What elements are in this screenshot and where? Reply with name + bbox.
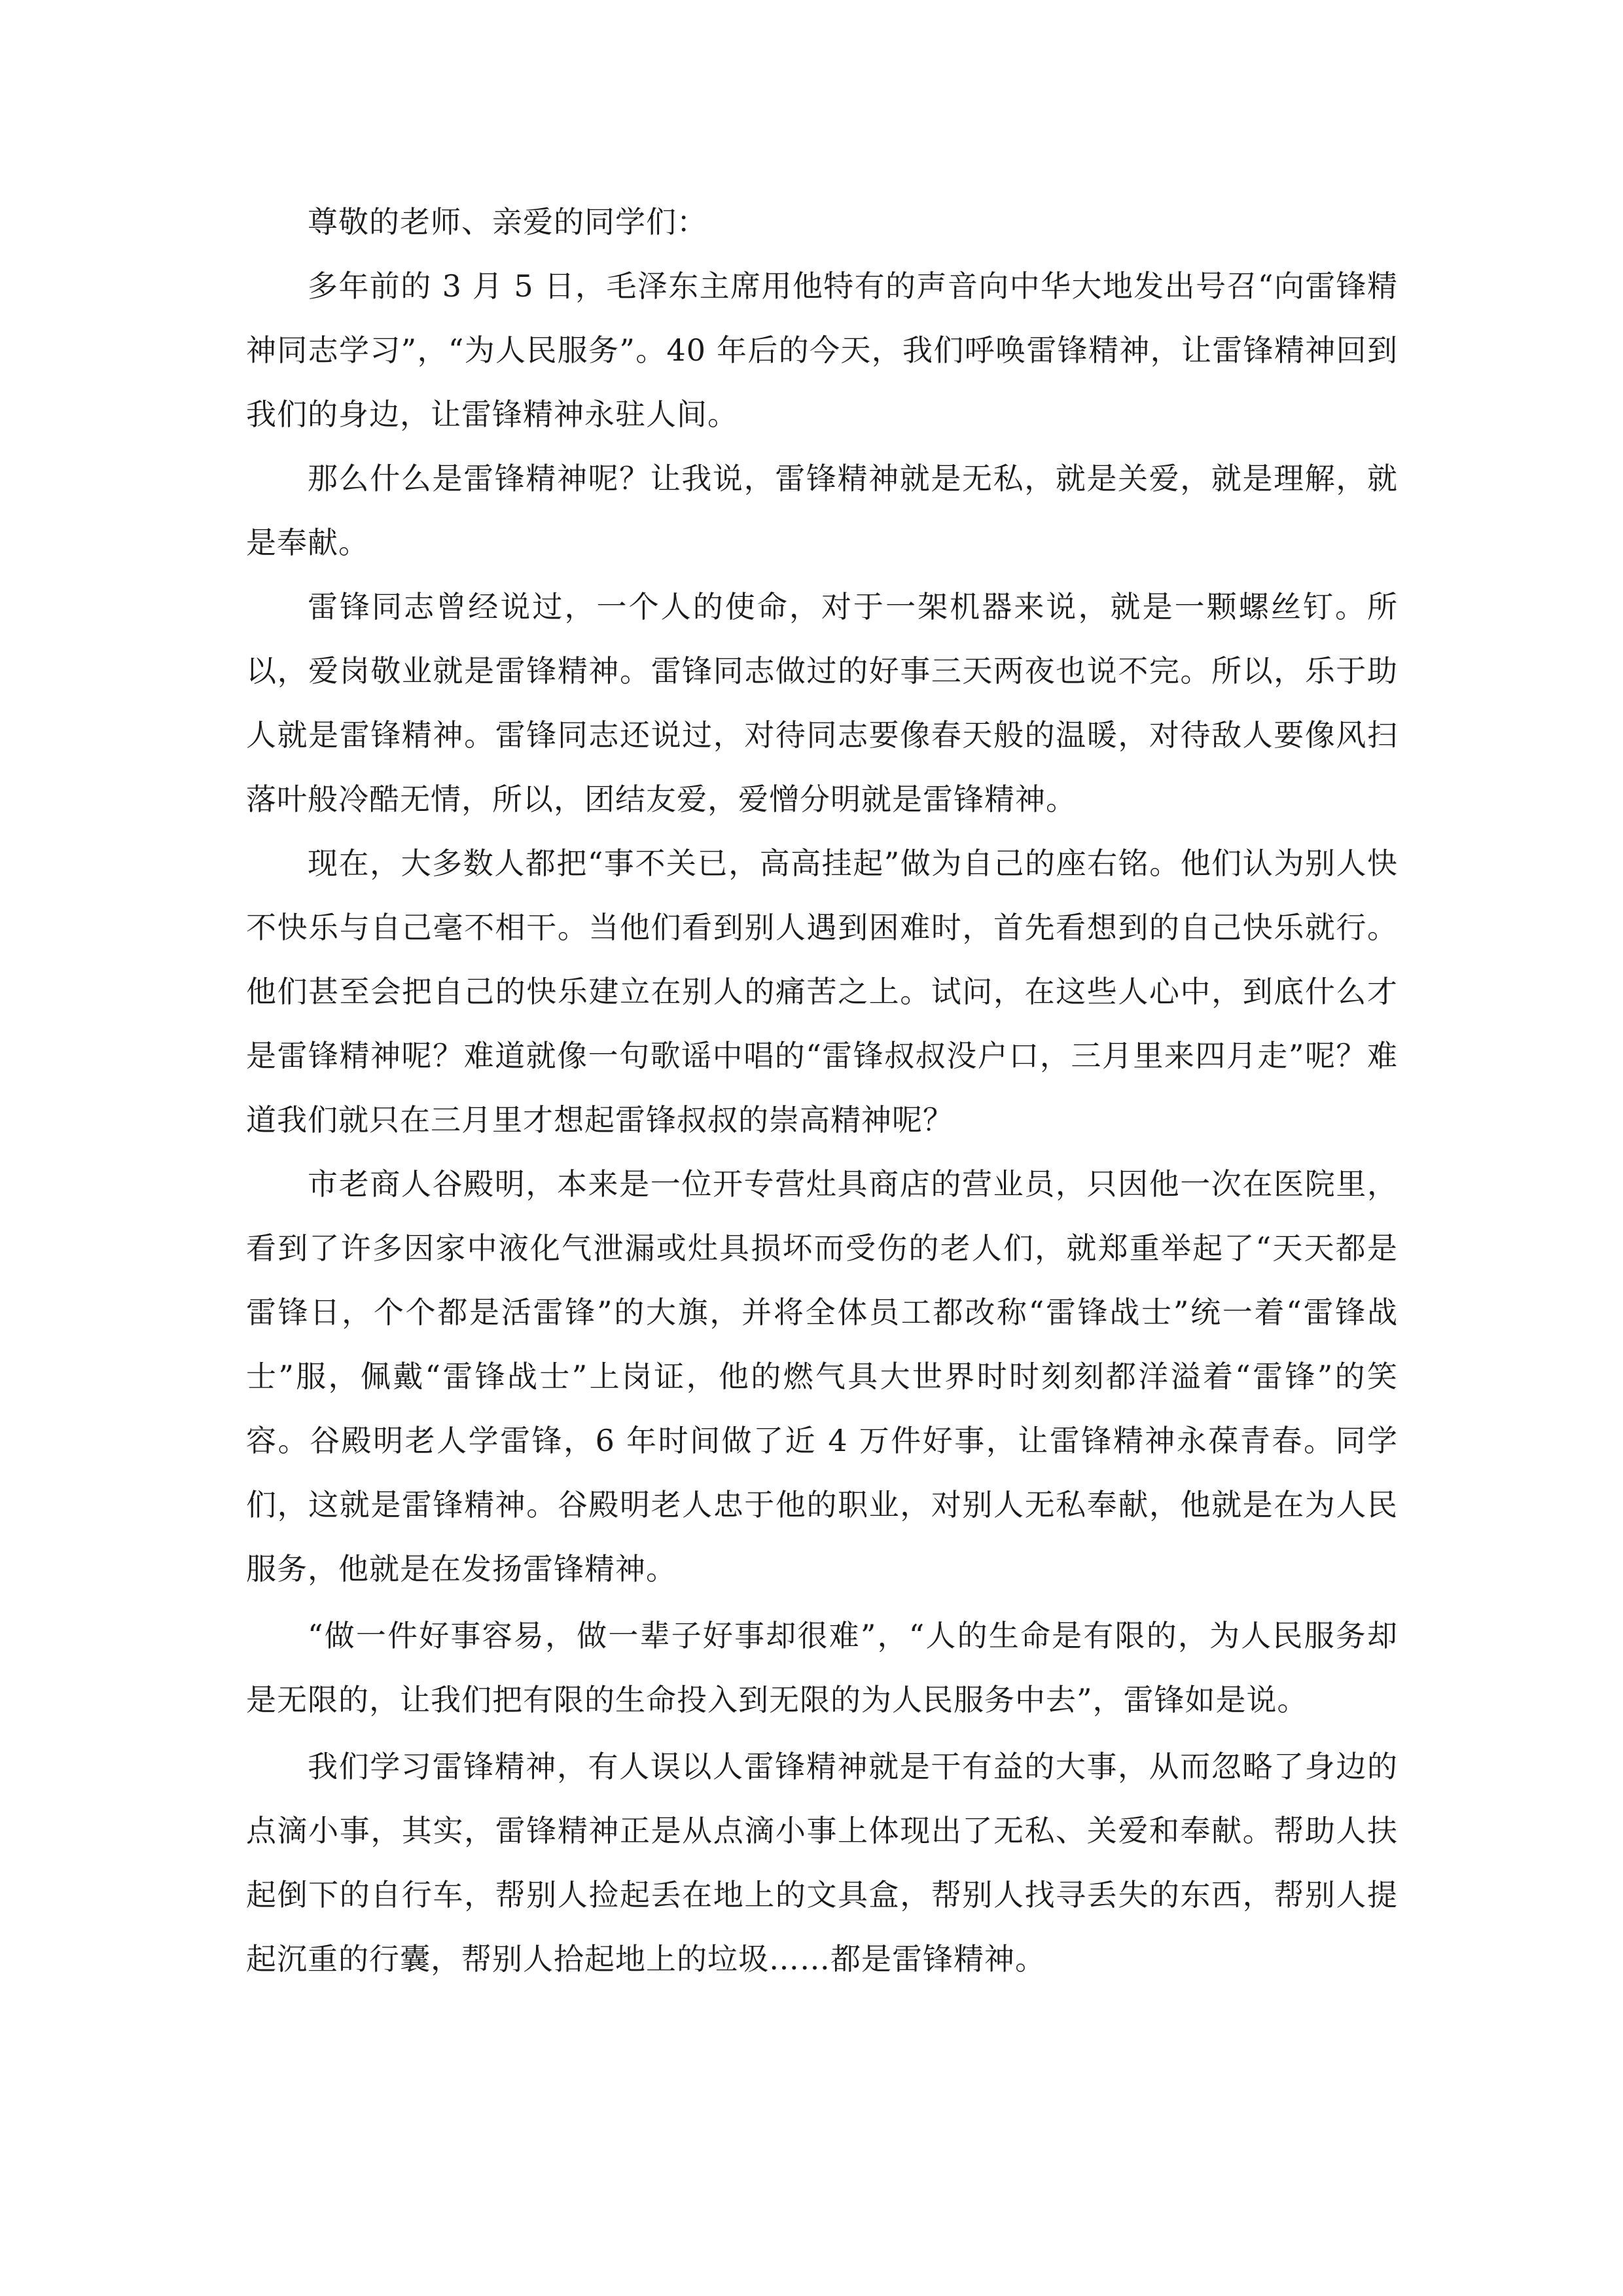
speech-body — [246, 190, 1398, 1991]
paragraph-call-to-learn: 多年前的 3 月 5 日，毛泽东主席用他特有的声音向中华大地发出号召“向雷锋精神同志学习”，“为人民服务”。40 年后的今天，我们呼唤雷锋精神，让雷锋精神回到我们的身边，让雷锋精神永驻人间。 — [246, 268, 1398, 432]
paragraph-definition: 那么什么是雷锋精神呢？让我说，雷锋精神就是无私，就是关爱，就是理解，就是奉献。 — [246, 461, 1398, 560]
paragraph-gu-dianming-example: 市老商人谷殿明，本来是一位开专营灶具商店的营业员，只因他一次在医院里，看到了许多因家中液化气泄漏或灶具损坏而受伤的老人们，就郑重举起了“天天都是雷锋日，个个都是活雷锋”的大旗，并将全体员工都改称“雷锋战士”统一着“雷锋战士”服，佩戴“雷锋战士”上岗证，他的燃气具大世界时时刻刻都洋溢着“雷锋”的笑容。谷殿明老人学雷锋，6 年时间做了近 4 万件好事，让雷锋精神永葆青春。同学们，这就是雷锋精神。谷殿明老人忠于他的职业，对别人无私奉献，他就是在为人民服务，他就是在发扬雷锋精神。 — [246, 1166, 1398, 1587]
paragraph-lei-feng-quotes: 雷锋同志曾经说过，一个人的使命，对于一架机器来说，就是一颗螺丝钉。所以，爱岗敬业就是雷锋精神。雷锋同志做过的好事三天两夜也说不完。所以，乐于助人就是雷锋精神。雷锋同志还说过，对待同志要像春天般的温暖，对待敌人要像风扫落叶般冷酷无情，所以，团结友爱，爱憎分明就是雷锋精神。 — [246, 589, 1398, 817]
salutation: 尊敬的老师、亲爱的同学们： — [308, 204, 707, 240]
paragraph-small-deeds: 我们学习雷锋精神，有人误以人雷锋精神就是干有益的大事，从而忽略了身边的点滴小事，其实，雷锋精神正是从点滴小事上体现出了无私、关爱和奉献。帮助人扶起倒下的自行车，帮别人捡起丢在地上的文具盒，帮别人找寻丢失的东西，帮别人提起沉重的行囊，帮别人拾起地上的垃圾……都是雷锋精神。 — [246, 1749, 1398, 1977]
paragraph-current-attitudes: 现在，大多数人都把“事不关已，高高挂起”做为自己的座右铭。他们认为别人快不快乐与自己毫不相干。当他们看到别人遇到困难时，首先看想到的自己快乐就行。他们甚至会把自己的快乐建立在别人的痛苦之上。试问，在这些人心中，到底什么才是雷锋精神呢？难道就像一句歌谣中唱的“雷锋叔叔没户口，三月里来四月走”呢？难道我们就只在三月里才想起雷锋叔叔的崇高精神呢？ — [246, 846, 1398, 1138]
paragraph-lei-feng-saying: “做一件好事容易，做一辈子好事却很难”，“人的生命是有限的，为人民服务却是无限的，让我们把有限的生命投入到无限的为人民服务中去”，雷锋如是说。 — [246, 1618, 1398, 1717]
